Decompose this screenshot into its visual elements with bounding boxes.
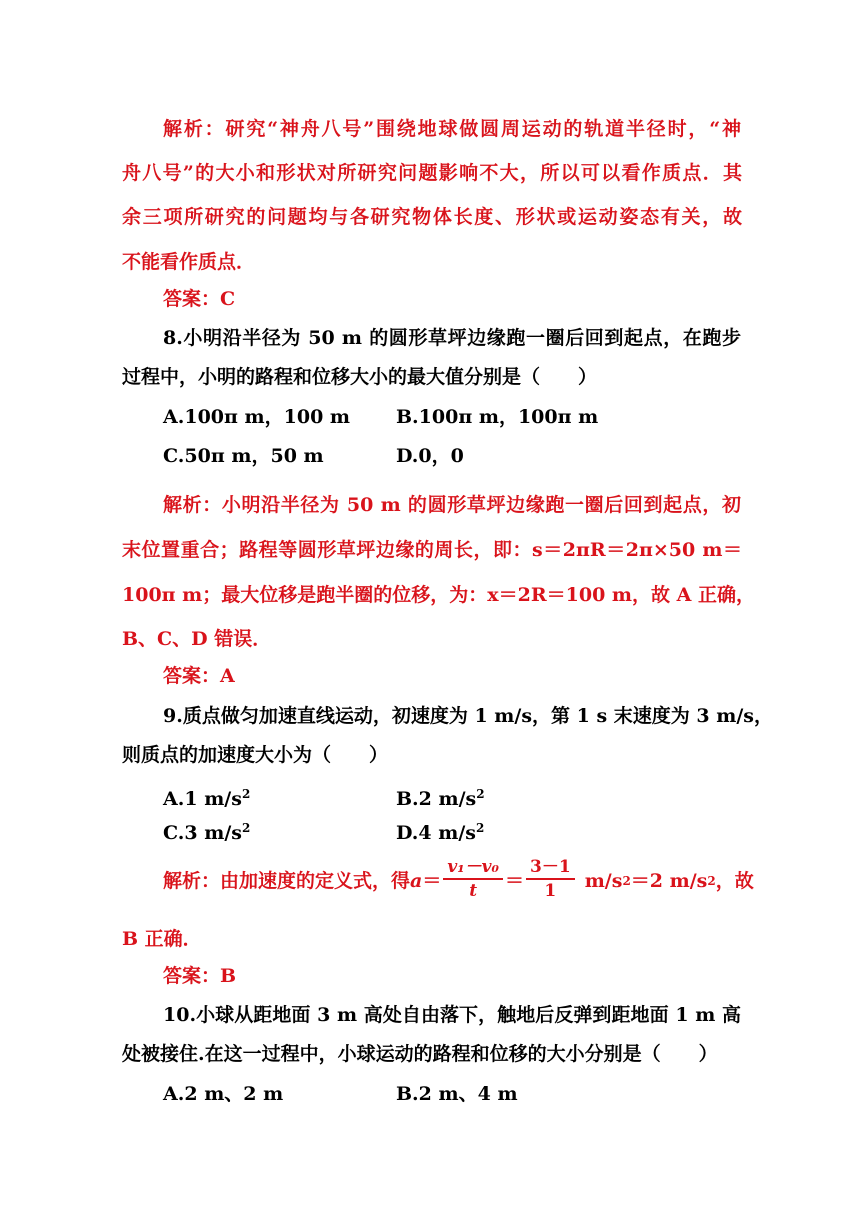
q7-answer: 答案：C xyxy=(163,288,236,310)
q7-analysis-line-1: 解析：研究“神舟八号”围绕地球做圆周运动的轨道半径时，“神 xyxy=(163,118,741,140)
q9-analysis-line-2: B 正确． xyxy=(122,928,202,950)
q8-analysis-line-1: 解析：小明沿半径为 50 m 的圆形草坪边缘跑一圈后回到起点，初 xyxy=(163,494,741,516)
q9-analysis-prefix: 解析：由加速度的定义式，得 xyxy=(163,870,411,892)
q8-stem-line-1: 8.小明沿半径为 50 m 的圆形草坪边缘跑一圈后回到起点，在跑步 xyxy=(163,327,741,349)
q9-option-b: B.2 $m/s^2$ xyxy=(396,787,485,810)
q7-analysis-line-4: 不能看作质点． xyxy=(122,251,256,273)
q8-option-d: D.0，0 xyxy=(396,445,464,467)
q7-analysis-line-2: 舟八号”的大小和形状对所研究问题影响不大，所以可以看作质点．其 xyxy=(122,162,742,184)
q9-option-d: D.4 $m/s^2$ xyxy=(396,821,485,844)
q7-analysis-line-3: 余三项所研究的问题均与各研究物体长度、形状或运动姿态有关，故 xyxy=(122,206,742,228)
q10-option-b: B.2 m、4 m xyxy=(396,1083,518,1105)
q10-stem-line-1: 10.小球从距地面 3 m 高处自由落下，触地后反弹到距地面 1 m 高 xyxy=(163,1004,741,1026)
q8-answer: 答案：A xyxy=(163,665,235,687)
q8-stem-line-2: 过程中，小明的路程和位移大小的最大值分别是（ ） xyxy=(122,366,598,388)
q10-stem-line-2: 处被接住.在这一过程中，小球运动的路程和位移的大小分别是（ ） xyxy=(122,1043,718,1065)
q8-option-a: A.100π m，100 m xyxy=(163,406,351,428)
q10-option-a: A.2 m、2 m xyxy=(163,1083,284,1105)
q9-fraction-definition: $\frac{\text{v₁－v₀}}{t}$ xyxy=(443,856,503,902)
q9-stem-line-2: 则质点的加速度大小为（ ） xyxy=(122,744,389,766)
q9-stem-line-1: 9.质点做匀加速直线运动，初速度为 1 m/s，第 1 s 末速度为 3 m/s， xyxy=(163,705,773,727)
q9-answer: 答案：B xyxy=(163,965,237,987)
q9-formula: a ＝ $\frac{\text{v₁－v₀}}{t}$ ＝ $\frac{3-1}{1}$ m/s 2 ＝2 m/s 2 ，故 xyxy=(410,857,754,901)
q8-analysis-line-3: 100π m；最大位移是跑半圈的位移，为：x＝2R＝100 m，故 A 正确， xyxy=(122,584,755,606)
q8-option-c: C.50π m，50 m xyxy=(163,445,324,467)
q8-analysis-line-2: 末位置重合；路程等圆形草坪边缘的周长，即：s＝2πR＝2π×50 m＝ xyxy=(122,539,742,561)
q9-option-c: C.3 $m/s^2$ xyxy=(163,821,251,844)
q9-analysis-line-1 xyxy=(163,857,754,904)
q9-fraction-values: $\frac{3-1}{1}$ xyxy=(526,856,575,902)
q8-option-b: B.100π m，100π m xyxy=(396,406,599,428)
q9-option-a: A.1 $m/s^2$ xyxy=(163,787,251,810)
q8-analysis-line-4: B、C、D 错误． xyxy=(122,628,272,650)
